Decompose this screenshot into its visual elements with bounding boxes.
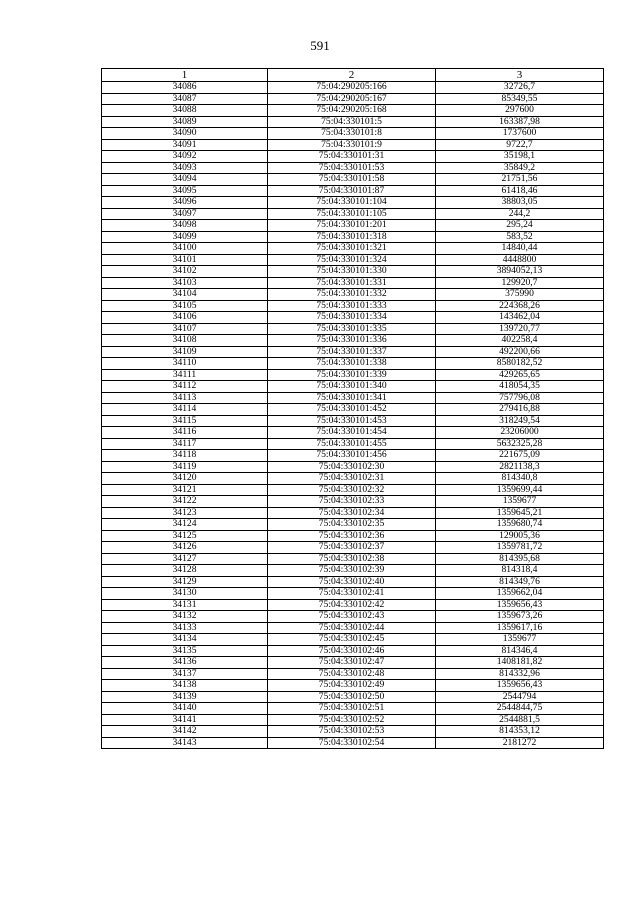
- row-number-cell: 34126: [102, 542, 268, 554]
- cadastral-number-cell: 75:04:330101:452: [268, 404, 436, 416]
- row-number-cell: 34086: [102, 82, 268, 94]
- cadastral-number-cell: 75:04:330102:47: [268, 657, 436, 669]
- table-row: [102, 220, 604, 232]
- cadastral-number-cell: 75:04:330102:44: [268, 622, 436, 634]
- table-row: [102, 346, 604, 358]
- table-row: [102, 415, 604, 427]
- page-number: 591: [310, 38, 330, 53]
- cadastral-number-cell: 75:04:330101:201: [268, 220, 436, 232]
- row-number-cell: 34129: [102, 576, 268, 588]
- cadastral-value-cell: 1359656,43: [436, 680, 604, 692]
- table-row: [102, 392, 604, 404]
- row-number-cell: 34106: [102, 312, 268, 324]
- row-number-cell: 34128: [102, 565, 268, 577]
- row-number-cell: 34108: [102, 335, 268, 347]
- table-header-row: [102, 69, 604, 82]
- cadastral-number-cell: 75:04:330102:53: [268, 726, 436, 738]
- table-row: [102, 496, 604, 508]
- cadastral-number-cell: 75:04:330101:104: [268, 197, 436, 209]
- cadastral-number-cell: 75:04:330101:339: [268, 369, 436, 381]
- row-number-cell: 34130: [102, 588, 268, 600]
- table-row: [102, 254, 604, 266]
- row-number-cell: 34095: [102, 185, 268, 197]
- cadastral-value-cell: 224368,26: [436, 300, 604, 312]
- cadastral-number-cell: 75:04:330102:38: [268, 553, 436, 565]
- cadastral-number-cell: 75:04:330102:40: [268, 576, 436, 588]
- table-row: [102, 266, 604, 278]
- row-number-cell: 34123: [102, 507, 268, 519]
- row-number-cell: 34119: [102, 461, 268, 473]
- cadastral-number-cell: 75:04:330102:46: [268, 645, 436, 657]
- table-row: [102, 277, 604, 289]
- table-row: [102, 588, 604, 600]
- table-row: [102, 634, 604, 646]
- row-number-cell: 34087: [102, 93, 268, 105]
- cadastral-number-cell: 75:04:330102:52: [268, 714, 436, 726]
- row-number-cell: 34135: [102, 645, 268, 657]
- table-row: [102, 668, 604, 680]
- row-number-cell: 34134: [102, 634, 268, 646]
- cadastral-value-cell: 1737600: [436, 128, 604, 140]
- table-row: [102, 553, 604, 565]
- row-number-cell: 34096: [102, 197, 268, 209]
- cadastral-value-cell: 814349,76: [436, 576, 604, 588]
- row-number-cell: 34120: [102, 473, 268, 485]
- table-row: [102, 93, 604, 105]
- row-number-cell: 34125: [102, 530, 268, 542]
- cadastral-number-cell: 75:04:330102:37: [268, 542, 436, 554]
- table-row: [102, 645, 604, 657]
- table-row: [102, 139, 604, 151]
- cadastral-number-cell: 75:04:330102:51: [268, 703, 436, 715]
- cadastral-value-cell: 143462,04: [436, 312, 604, 324]
- table-row: [102, 369, 604, 381]
- cadastral-number-cell: 75:04:330102:43: [268, 611, 436, 623]
- table-row: [102, 680, 604, 692]
- row-number-cell: 34088: [102, 105, 268, 117]
- table-row: [102, 714, 604, 726]
- row-number-cell: 34093: [102, 162, 268, 174]
- cadastral-number-cell: 75:04:330102:42: [268, 599, 436, 611]
- row-number-cell: 34104: [102, 289, 268, 301]
- cadastral-value-cell: 814353,12: [436, 726, 604, 738]
- table-row: [102, 726, 604, 738]
- cadastral-value-cell: 85349,55: [436, 93, 604, 105]
- cadastral-value-cell: 418054,35: [436, 381, 604, 393]
- cadastral-number-cell: 75:04:330101:334: [268, 312, 436, 324]
- cadastral-value-cell: 1408181,82: [436, 657, 604, 669]
- cadastral-number-cell: 75:04:330102:49: [268, 680, 436, 692]
- row-number-cell: 34117: [102, 438, 268, 450]
- cadastral-value-cell: 8580182,52: [436, 358, 604, 370]
- cadastral-number-cell: 75:04:330102:45: [268, 634, 436, 646]
- row-number-cell: 34110: [102, 358, 268, 370]
- cadastral-number-cell: 75:04:330102:34: [268, 507, 436, 519]
- row-number-cell: 34122: [102, 496, 268, 508]
- cadastral-value-cell: 1359662,04: [436, 588, 604, 600]
- table-row: [102, 657, 604, 669]
- row-number-cell: 34132: [102, 611, 268, 623]
- cadastral-number-cell: 75:04:330101:324: [268, 254, 436, 266]
- cadastral-value-cell: 2181272: [436, 737, 604, 749]
- cadastral-value-cell: 1359680,74: [436, 519, 604, 531]
- cadastral-number-cell: 75:04:330101:333: [268, 300, 436, 312]
- row-number-cell: 34091: [102, 139, 268, 151]
- table-row: [102, 404, 604, 416]
- cadastral-number-cell: 75:04:330102:30: [268, 461, 436, 473]
- table-row: [102, 323, 604, 335]
- cadastral-number-cell: 75:04:330101:337: [268, 346, 436, 358]
- table-row: [102, 116, 604, 128]
- cadastral-value-cell: 221675,09: [436, 450, 604, 462]
- table-row: [102, 576, 604, 588]
- row-number-cell: 34141: [102, 714, 268, 726]
- row-number-cell: 34118: [102, 450, 268, 462]
- table-row: [102, 185, 604, 197]
- cadastral-number-cell: 75:04:330102:48: [268, 668, 436, 680]
- cadastral-number-cell: 75:04:330101:340: [268, 381, 436, 393]
- table-row: [102, 358, 604, 370]
- cadastral-number-cell: 75:04:330101:321: [268, 243, 436, 255]
- row-number-cell: 34116: [102, 427, 268, 439]
- cadastral-number-cell: 75:04:330101:341: [268, 392, 436, 404]
- cadastral-value-cell: 2821138,3: [436, 461, 604, 473]
- table-row: [102, 197, 604, 209]
- table-row: [102, 208, 604, 220]
- cadastral-value-cell: 492200,66: [436, 346, 604, 358]
- cadastral-number-cell: 75:04:330101:58: [268, 174, 436, 186]
- cadastral-number-cell: 75:04:330102:39: [268, 565, 436, 577]
- cadastral-value-cell: 1359617,16: [436, 622, 604, 634]
- cadastral-value-cell: 402258,4: [436, 335, 604, 347]
- table-row: [102, 312, 604, 324]
- cadastral-value-cell: 814346,4: [436, 645, 604, 657]
- cadastral-number-cell: 75:04:330101:318: [268, 231, 436, 243]
- cadastral-number-cell: 75:04:330101:335: [268, 323, 436, 335]
- table-row: [102, 300, 604, 312]
- cadastral-value-table: [101, 68, 604, 749]
- cadastral-number-cell: 75:04:330101:331: [268, 277, 436, 289]
- cadastral-value-cell: 35198,1: [436, 151, 604, 163]
- row-number-cell: 34105: [102, 300, 268, 312]
- cadastral-number-cell: 75:04:330102:50: [268, 691, 436, 703]
- cadastral-number-cell: 75:04:330101:31: [268, 151, 436, 163]
- cadastral-value-cell: 814395,68: [436, 553, 604, 565]
- cadastral-value-cell: 61418,46: [436, 185, 604, 197]
- table-row: [102, 473, 604, 485]
- cadastral-number-cell: 75:04:330101:9: [268, 139, 436, 151]
- cadastral-value-cell: 1359781,72: [436, 542, 604, 554]
- cadastral-number-cell: 75:04:330101:336: [268, 335, 436, 347]
- cadastral-number-cell: 75:04:330101:105: [268, 208, 436, 220]
- table-row: [102, 530, 604, 542]
- cadastral-value-cell: 9722,7: [436, 139, 604, 151]
- table-row: [102, 703, 604, 715]
- table-row: [102, 507, 604, 519]
- cadastral-value-cell: 32726,7: [436, 82, 604, 94]
- row-number-cell: 34136: [102, 657, 268, 669]
- cadastral-value-cell: 1359645,21: [436, 507, 604, 519]
- cadastral-number-cell: 75:04:330101:330: [268, 266, 436, 278]
- cadastral-number-cell: 75:04:330102:35: [268, 519, 436, 531]
- cadastral-value-cell: 279416,88: [436, 404, 604, 416]
- table-row: [102, 622, 604, 634]
- cadastral-number-cell: 75:04:330101:5: [268, 116, 436, 128]
- row-number-cell: 34114: [102, 404, 268, 416]
- row-number-cell: 34111: [102, 369, 268, 381]
- cadastral-number-cell: 75:04:330102:54: [268, 737, 436, 749]
- cadastral-number-cell: 75:04:330101:332: [268, 289, 436, 301]
- table-row: [102, 599, 604, 611]
- row-number-cell: 34107: [102, 323, 268, 335]
- row-number-cell: 34090: [102, 128, 268, 140]
- table-row: [102, 450, 604, 462]
- cadastral-number-cell: 75:04:330101:87: [268, 185, 436, 197]
- row-number-cell: 34103: [102, 277, 268, 289]
- cadastral-value-cell: 583,52: [436, 231, 604, 243]
- cadastral-value-cell: 814332,96: [436, 668, 604, 680]
- cadastral-value-cell: 5632325,28: [436, 438, 604, 450]
- table-row: [102, 231, 604, 243]
- cadastral-value-cell: 14840,44: [436, 243, 604, 255]
- row-number-cell: 34112: [102, 381, 268, 393]
- cadastral-number-cell: 75:04:330102:36: [268, 530, 436, 542]
- table-row: [102, 128, 604, 140]
- cadastral-number-cell: 75:04:330102:32: [268, 484, 436, 496]
- cadastral-value-cell: 2544881,5: [436, 714, 604, 726]
- table-row: [102, 335, 604, 347]
- cadastral-value-cell: 1359677: [436, 634, 604, 646]
- cadastral-value-cell: 244,2: [436, 208, 604, 220]
- row-number-cell: 34131: [102, 599, 268, 611]
- column-header-1: 1: [102, 69, 268, 82]
- table-row: [102, 519, 604, 531]
- row-number-cell: 34139: [102, 691, 268, 703]
- cadastral-value-cell: 297600: [436, 105, 604, 117]
- row-number-cell: 34138: [102, 680, 268, 692]
- row-number-cell: 34101: [102, 254, 268, 266]
- cadastral-value-cell: 295,24: [436, 220, 604, 232]
- row-number-cell: 34142: [102, 726, 268, 738]
- table-row: [102, 461, 604, 473]
- cadastral-value-cell: 1359677: [436, 496, 604, 508]
- cadastral-value-cell: 2544794: [436, 691, 604, 703]
- cadastral-number-cell: 75:04:330101:8: [268, 128, 436, 140]
- row-number-cell: 34133: [102, 622, 268, 634]
- cadastral-value-cell: 318249,54: [436, 415, 604, 427]
- cadastral-value-cell: 1359656,43: [436, 599, 604, 611]
- row-number-cell: 34092: [102, 151, 268, 163]
- row-number-cell: 34121: [102, 484, 268, 496]
- cadastral-value-cell: 2544844,75: [436, 703, 604, 715]
- cadastral-value-cell: 429265,65: [436, 369, 604, 381]
- row-number-cell: 34127: [102, 553, 268, 565]
- row-number-cell: 34140: [102, 703, 268, 715]
- cadastral-value-cell: 35849,2: [436, 162, 604, 174]
- table-row: [102, 427, 604, 439]
- cadastral-number-cell: 75:04:330101:455: [268, 438, 436, 450]
- cadastral-value-cell: 1359673,26: [436, 611, 604, 623]
- cadastral-value-cell: 21751,56: [436, 174, 604, 186]
- cadastral-number-cell: 75:04:330101:453: [268, 415, 436, 427]
- cadastral-value-cell: 38803,05: [436, 197, 604, 209]
- table-row: [102, 105, 604, 117]
- table-row: [102, 82, 604, 94]
- row-number-cell: 34143: [102, 737, 268, 749]
- cadastral-value-cell: 814340,8: [436, 473, 604, 485]
- row-number-cell: 34098: [102, 220, 268, 232]
- cadastral-number-cell: 75:04:330101:456: [268, 450, 436, 462]
- cadastral-number-cell: 75:04:290205:168: [268, 105, 436, 117]
- table-row: [102, 542, 604, 554]
- cadastral-value-cell: 23206000: [436, 427, 604, 439]
- table-row: [102, 691, 604, 703]
- cadastral-number-cell: 75:04:290205:167: [268, 93, 436, 105]
- cadastral-value-cell: 129920,7: [436, 277, 604, 289]
- row-number-cell: 34113: [102, 392, 268, 404]
- table-body: [102, 82, 604, 749]
- cadastral-value-cell: 163387,98: [436, 116, 604, 128]
- cadastral-number-cell: 75:04:330102:33: [268, 496, 436, 508]
- cadastral-value-cell: 139720,77: [436, 323, 604, 335]
- column-header-2: 2: [268, 69, 436, 82]
- row-number-cell: 34094: [102, 174, 268, 186]
- row-number-cell: 34100: [102, 243, 268, 255]
- cadastral-number-cell: 75:04:330102:41: [268, 588, 436, 600]
- cadastral-value-cell: 375990: [436, 289, 604, 301]
- row-number-cell: 34115: [102, 415, 268, 427]
- cadastral-number-cell: 75:04:330102:31: [268, 473, 436, 485]
- table-row: [102, 243, 604, 255]
- table-row: [102, 174, 604, 186]
- table-row: [102, 484, 604, 496]
- row-number-cell: 34124: [102, 519, 268, 531]
- table-row: [102, 162, 604, 174]
- column-header-3: 3: [436, 69, 604, 82]
- row-number-cell: 34089: [102, 116, 268, 128]
- table-row: [102, 565, 604, 577]
- row-number-cell: 34097: [102, 208, 268, 220]
- row-number-cell: 34102: [102, 266, 268, 278]
- table-row: [102, 737, 604, 749]
- table-row: [102, 151, 604, 163]
- cadastral-number-cell: 75:04:330101:338: [268, 358, 436, 370]
- table-row: [102, 289, 604, 301]
- table-row: [102, 381, 604, 393]
- row-number-cell: 34099: [102, 231, 268, 243]
- row-number-cell: 34109: [102, 346, 268, 358]
- cadastral-number-cell: 75:04:290205:166: [268, 82, 436, 94]
- cadastral-value-cell: 814318,4: [436, 565, 604, 577]
- cadastral-number-cell: 75:04:330101:53: [268, 162, 436, 174]
- cadastral-value-cell: 129005,36: [436, 530, 604, 542]
- table-row: [102, 611, 604, 623]
- cadastral-value-cell: 3894052,13: [436, 266, 604, 278]
- cadastral-value-cell: 4448800: [436, 254, 604, 266]
- cadastral-value-cell: 1359699,44: [436, 484, 604, 496]
- table-row: [102, 438, 604, 450]
- cadastral-value-cell: 757796,08: [436, 392, 604, 404]
- row-number-cell: 34137: [102, 668, 268, 680]
- cadastral-number-cell: 75:04:330101:454: [268, 427, 436, 439]
